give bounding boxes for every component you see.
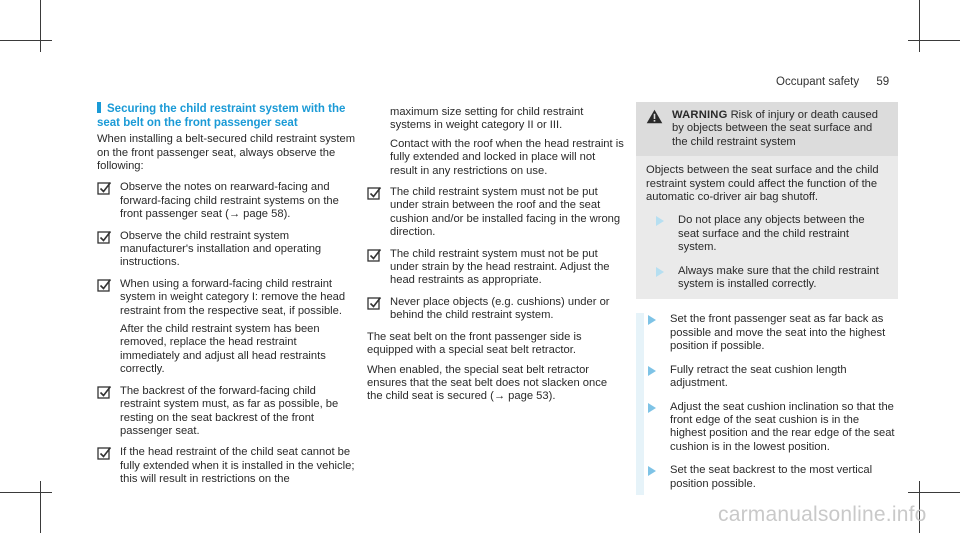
checkbox-icon bbox=[367, 296, 382, 311]
step-arrow-icon bbox=[648, 366, 656, 376]
body-paragraph: The seat belt on the front passenger side is equipped with a special seat belt retractor. bbox=[367, 330, 582, 357]
continuation-text: maximum size setting for child restraint systems in weight category II or III. Contact with the roof when the head restraint is fully extended and locked in place will not result in any restrictions on use. bbox=[390, 106, 624, 177]
step-arrow-icon bbox=[648, 315, 656, 325]
warning-header bbox=[636, 102, 898, 156]
checkbox-icon bbox=[367, 186, 382, 201]
warning-label: WARNING bbox=[672, 109, 728, 121]
checkbox-icon bbox=[367, 248, 382, 263]
checkbox-icon bbox=[97, 181, 112, 196]
column-3 bbox=[636, 102, 898, 495]
column-2 bbox=[367, 106, 625, 412]
step-arrow-icon bbox=[648, 403, 656, 413]
warning-body: Objects between the seat surface and the child restraint system could affect the function of the automatic co-driver air bag shutoff. Do not place any objects between the seat surface and the child restraint system. Always make sure that the child restraint system is installed correctly. bbox=[636, 156, 898, 299]
checklist-note: After the child restraint system has been removed, replace the head restraint immediately and adjust all head restraints correctly. bbox=[120, 323, 326, 376]
warning-box bbox=[636, 102, 898, 299]
instruction-steps bbox=[636, 313, 898, 494]
step-arrow-icon bbox=[656, 216, 664, 226]
checkbox-icon bbox=[97, 446, 112, 461]
warning-heading: Risk of injury or death caused by objects between the seat surface and the child restraint system bbox=[672, 109, 878, 148]
checkbox-icon bbox=[97, 230, 112, 245]
crop-mark bbox=[40, 0, 41, 52]
checklist-item: When using a forward-facing child restraint system in weight category I: remove the head restraint from the respective seat, if possible. After the child restraint system has been removed, replace the head restraint immediately and adjust all head restraints correctly. bbox=[97, 278, 359, 377]
checklist-item: Observe the notes on rearward-facing and forward-facing child restraint systems on the front passenger seat (→ page 58). bbox=[97, 181, 359, 221]
instruction-step: Fully retract the seat cushion length adjustment. bbox=[636, 364, 898, 391]
checkbox-icon bbox=[97, 278, 112, 293]
crop-mark bbox=[0, 492, 52, 493]
page-number: 59 bbox=[876, 76, 890, 88]
checklist-item: The child restraint system must not be put under strain by the head restraint. Adjust the head restraints as appropriate. bbox=[367, 248, 625, 288]
checklist-item: The child restraint system must not be put under strain between the roof and the seat cushion and/or be installed facing in the wrong direction. bbox=[367, 186, 625, 240]
step-arrow-icon bbox=[648, 466, 656, 476]
heading-marker bbox=[97, 102, 101, 113]
warning-step: Always make sure that the child restraint system is installed correctly. bbox=[646, 265, 888, 292]
checklist-item: Observe the child restraint system manufacturer's installation and operating instructions. bbox=[97, 230, 359, 270]
checklist-item: If the head restraint of the child seat cannot be fully extended when it is installed in the vehicle; this will result in restrictions on the bbox=[97, 446, 359, 486]
crop-mark bbox=[0, 40, 52, 41]
step-arrow-icon bbox=[656, 267, 664, 277]
crop-mark bbox=[40, 481, 41, 533]
crop-mark bbox=[908, 40, 960, 41]
checkbox-icon bbox=[97, 385, 112, 400]
body-paragraph: When enabled, the special seat belt retractor ensures that the seat belt does not slacken once the child seat is secured (→ page 53). bbox=[367, 363, 608, 403]
column-1 bbox=[97, 102, 359, 495]
crop-mark bbox=[919, 0, 920, 52]
checklist-item: Never place objects (e.g. cushions) under or behind the child restraint system. bbox=[367, 296, 625, 323]
intro-paragraph: When installing a belt-secured child restraint system on the front passenger seat, always observe the following: bbox=[97, 133, 356, 172]
section-title: Occupant safety bbox=[776, 76, 860, 88]
instruction-step: Set the front passenger seat as far back as possible and move the seat into the highest position if possible. bbox=[636, 313, 898, 353]
running-header bbox=[776, 76, 889, 89]
warning-step: Do not place any objects between the seat surface and the child restraint system. bbox=[646, 214, 888, 254]
instruction-step: Adjust the seat cushion inclination so that the front edge of the seat cushion is in the highest position and the rear edge of the seat cushion is in the lowest position. bbox=[636, 401, 898, 455]
crop-mark bbox=[908, 492, 960, 493]
warning-triangle-icon bbox=[646, 109, 663, 124]
instruction-step: Set the seat backrest to the most vertical position possible. bbox=[636, 464, 898, 495]
watermark-link[interactable]: carmanualsonline.info bbox=[718, 503, 927, 526]
section-heading: Securing the child restraint system with the seat belt on the front passenger seat bbox=[97, 103, 346, 129]
checklist-item: The backrest of the forward-facing child restraint system must, as far as possible, be resting on the seat backrest of the front passenger seat. bbox=[97, 385, 359, 439]
